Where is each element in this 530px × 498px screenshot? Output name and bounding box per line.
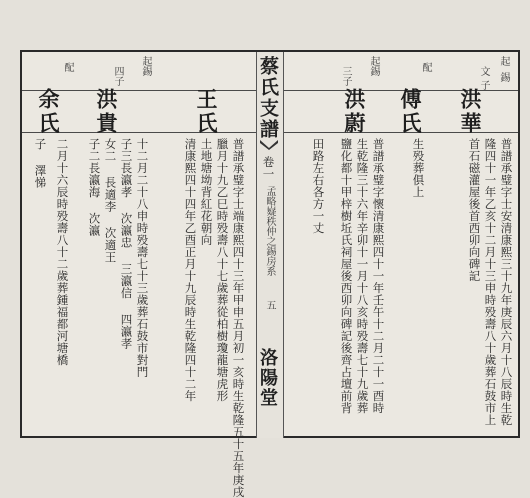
right-wife-label: 配 bbox=[420, 62, 431, 72]
right-father-mark-2: 錫 bbox=[498, 72, 509, 82]
press-name: 洛陽堂 bbox=[257, 348, 278, 408]
right-col-4: 生殁葬俱上 bbox=[411, 138, 426, 198]
right-son-label-2: 文 bbox=[478, 66, 489, 76]
right-sons3-mark: 起錫 bbox=[368, 56, 379, 76]
right-father-mark: 起 bbox=[498, 56, 509, 66]
left-col-8: 子二長瀛海 次瀛 bbox=[87, 138, 102, 237]
left-col-9: 二月十六辰時殁壽八十二歲葬鍾福都河塘橋 bbox=[55, 138, 70, 366]
left-col-5: 十二月二十八申時殁壽七十三歲葬石鼓市對門 bbox=[135, 138, 150, 378]
left-sons-label: 四子 bbox=[112, 66, 123, 86]
volume-label: 卷一 bbox=[261, 156, 276, 180]
right-col-1: 普譜承璧字士安清康熙三十九年庚辰六月十八辰時生乾 bbox=[499, 138, 514, 426]
left-father-mark: 起錫 bbox=[140, 56, 151, 76]
left-son2-name: 王氏 bbox=[194, 88, 219, 136]
left-col-10: 子 澤悌 bbox=[33, 138, 48, 189]
genealogy-title: 蔡氏支譜 bbox=[257, 56, 279, 140]
left-col-1: 普譜承璧字士端康熙四十三年甲申五月初一亥時生乾隆五十五年庚戌 bbox=[231, 138, 246, 498]
branch-label: 孟略嶷秩仲之錫房系 bbox=[264, 186, 275, 276]
page-number: 五 bbox=[264, 300, 275, 310]
right-col-5: 普譜承璧字懷清康熙四十一年壬午十二月二十一酉時 bbox=[371, 138, 386, 414]
left-col-6: 子三長瀛孝 次瀛忠 三瀛信 四瀛孝 bbox=[119, 138, 134, 350]
right-col-7: 鹽化都十甲梓樹坵氏祠屋後西卯向碑記後齊占壇前背 bbox=[339, 138, 354, 414]
right-sons3-name: 洪蔚 bbox=[342, 88, 367, 136]
fish-tail-mark-icon bbox=[260, 140, 278, 150]
right-col-6: 生乾隆三十六年辛卯十一月十八亥時殁壽七十九歲葬 bbox=[355, 138, 370, 414]
right-wife-name: 傅氏 bbox=[398, 88, 423, 136]
right-col-3: 首石磁灌屋後首西卯向碑記 bbox=[467, 138, 482, 282]
right-col-2: 隆四十一年乙亥十二月十三申時殁壽八十歲葬石鼓市上 bbox=[483, 138, 498, 426]
left-wife-label: 配 bbox=[62, 62, 73, 72]
left-col-2: 臘月十九乙巳時殁壽八十七歲葬從柏樹瓊龍塘虎形 bbox=[215, 138, 230, 402]
right-sons3-label: 三子 bbox=[340, 66, 351, 86]
right-son-label: 子 bbox=[478, 80, 489, 90]
right-son-name: 洪華 bbox=[458, 88, 483, 136]
left-col-7: 女二 長適李 次適王 bbox=[103, 138, 118, 263]
right-col-8: 田路左右各方一丈 bbox=[311, 138, 326, 234]
left-wife-name: 余氏 bbox=[36, 88, 61, 136]
left-son-name: 洪貴 bbox=[94, 88, 119, 136]
left-col-3: 土地塘坳背紅花朝向 bbox=[199, 138, 214, 246]
left-col-4: 清康熙四十四年乙酉正月十九辰時生乾隆四十二年 bbox=[183, 138, 198, 402]
